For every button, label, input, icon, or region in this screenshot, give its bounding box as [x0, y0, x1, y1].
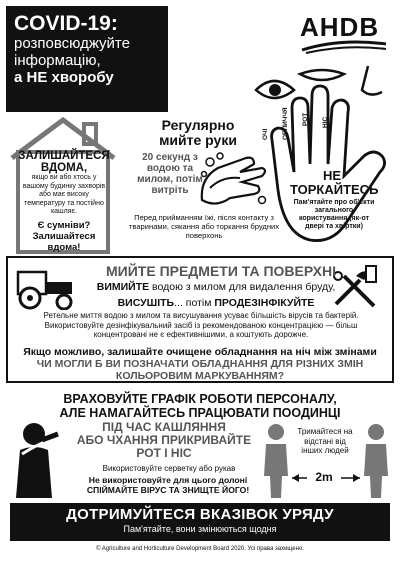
footer-banner	[10, 503, 390, 541]
page-subtitle-1: розповсюджуйте	[14, 35, 130, 52]
distance-measure: 2m	[307, 470, 341, 484]
footer-title: ДОТРИМУЙТЕСЯ ВКАЗІВОК УРЯДУ	[66, 506, 334, 523]
schedule-line-2: АЛЕ НАМАГАЙТЕСЬ ПРАЦЮВАТИ ПООДИНЦІ	[59, 406, 341, 420]
cough-title-3: РОТ І НІС	[136, 446, 192, 460]
wash-seconds: 20 секунд з водою та милом, потім витріть	[137, 152, 203, 196]
cough-tissue: Використовуйте серветку або рукав	[102, 464, 236, 473]
surfaces-body: Ретельне миття водою з милом та висушування усуває більшість вірусів та бактерій. Використовуйте дезінфікувальний засіб із рекомендованою концентрацією — більш концентровані не є ефективнішими, а коштують дорожче.	[43, 311, 359, 339]
page-title: COVID-19:	[14, 12, 118, 35]
schedule-line-1: ВРАХОВУЙТЕ ГРАФІК РОБОТИ ПЕРСОНАЛУ,	[63, 392, 337, 406]
distance-text: Тримайтеся на відстані від інших людей	[297, 427, 353, 455]
title-block	[6, 6, 168, 112]
wash-note: Перед прийманням їжі, після контакту з тваринами, сякання або торкання брудних поверхонь	[128, 213, 280, 240]
dont-touch-title-1: НЕ	[322, 168, 342, 183]
label-face: ОБЛИЧЧЯ	[282, 107, 289, 140]
stay-home-body: якщо ви або хтось у вашому будинку захворів або має високу температуру та постійно кашляє.	[22, 174, 106, 215]
surfaces-dry-label: ВИСУШІТЬ	[117, 297, 175, 309]
cough-catch	[58, 475, 278, 495]
surfaces-wash-text: водою з милом для видалення бруду,	[149, 281, 336, 293]
label-mouth: РОТ	[302, 112, 309, 126]
wash-title-2: мийте руки	[159, 132, 237, 148]
dont-touch-note: Пам'ятайте про об'єкти загального користування (як-от двері та хвіртки)	[293, 199, 375, 230]
logo-swoosh-icon	[300, 40, 390, 54]
stay-home-block	[18, 150, 110, 253]
page-subtitle-3: а НЕ хворобу	[14, 69, 114, 86]
tractor-icon	[12, 264, 78, 310]
cough-title	[64, 421, 264, 460]
surfaces-line-1	[86, 281, 346, 293]
copyright: © Agriculture and Horticulture Development Board 2020. Усі права захищено.	[96, 546, 304, 552]
schedule-block	[20, 392, 380, 420]
surfaces-disinfect-label: ПРОДЕЗІНФІКУЙТЕ	[214, 297, 315, 309]
wash-title-1: Регулярно	[161, 117, 235, 133]
surfaces-title: МИЙТЕ ПРЕДМЕТИ ТА ПОВЕРХНІ	[106, 263, 336, 279]
stay-home-title-1: ЗАЛИШАЙТЕСЯ	[18, 150, 110, 162]
cough-title-1: ПІД ЧАС КАШЛЯННЯ	[102, 420, 226, 434]
cough-catch-it: СПІЙМАЙТЕ ВІРУС ТА ЗНИЩТЕ ЙОГО!	[86, 485, 250, 495]
label-eyes: ОЧІ	[262, 128, 269, 140]
cough-no-palms: Не використовуйте для цього долоні	[88, 475, 248, 485]
stay-home-title-2: ВДОМА,	[40, 162, 88, 174]
surfaces-overnight: Якщо можливо, залишайте очищене обладнання на ніч між змінами	[23, 346, 377, 358]
surfaces-line-2	[86, 297, 346, 309]
page-subtitle-2: інформацію,	[14, 52, 101, 69]
footer-subtitle: Пам'ятайте, вони змінюються щодня	[123, 524, 277, 534]
wash-title	[138, 118, 258, 148]
dont-touch-title	[290, 168, 379, 197]
surfaces-wash-label: ВИМИЙТЕ	[96, 281, 150, 293]
stay-home-doubt: Є сумніви?	[37, 219, 91, 231]
dont-touch-title-2: ТОРКАЙТЕСЬ	[290, 182, 379, 197]
surfaces-color-code: ЧИ МОГЛИ Б ВИ ПОЗНАЧАТИ ОБЛАДНАННЯ ДЛЯ РІЗНИХ ЗМІН КОЛЬОРОВИМ МАРКУВАННЯМ?	[36, 358, 364, 382]
sneeze-person-icon	[12, 420, 62, 500]
stay-home-doubt-2: Залишайтеся вдома!	[32, 230, 96, 253]
cough-title-2: АБО ЧХАННЯ ПРИКРИВАЙТЕ	[76, 433, 252, 447]
surfaces-then-text: ... потім	[174, 297, 215, 309]
ahdb-logo: AHDB	[300, 12, 380, 42]
label-nose: НІС	[322, 116, 329, 128]
